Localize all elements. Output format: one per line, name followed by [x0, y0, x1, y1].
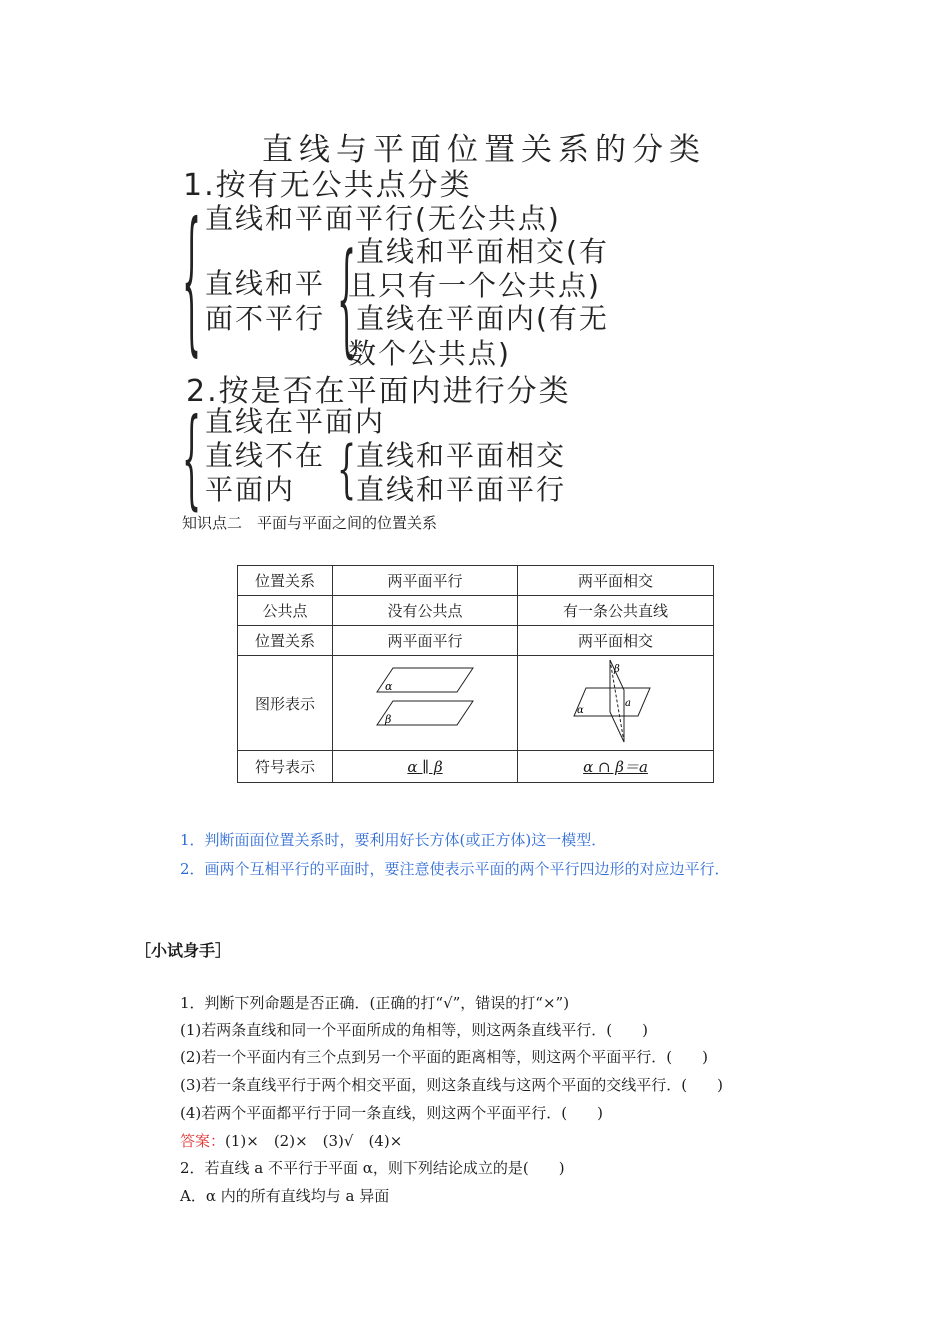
question-1-item: (2)若一个平面内有三个点到另一个平面的距离相等，则这两个平面平行．( )	[180, 1048, 708, 1066]
plane-relation-table	[237, 565, 714, 783]
plane-alpha-shape	[574, 688, 650, 716]
table-cell: 位置关系	[238, 626, 333, 656]
table-row	[238, 626, 714, 656]
notes-s1-intersect-a: 直线和平面相交(有	[356, 235, 609, 268]
table-cell: α ∥ β	[333, 751, 518, 783]
alpha-label: α	[577, 705, 584, 716]
table-cell: 符号表示	[238, 751, 333, 783]
answer-label: 答案：	[180, 1132, 226, 1150]
practice-title: ［小试身手］	[135, 941, 232, 960]
notes-s1-inplane-a: 直线在平面内(有无	[356, 302, 609, 335]
question-1-item: (4)若两个平面都平行于同一条直线，则这两个平面平行．( )	[180, 1104, 603, 1122]
intersecting-planes-figure	[518, 656, 713, 746]
brace-icon: {	[182, 193, 202, 375]
parallel-planes-figure	[333, 656, 517, 746]
question-1-item: (1)若两条直线和同一个平面所成的角相等，则这两条直线平行．( )	[180, 1021, 648, 1039]
table-cell: 位置关系	[238, 566, 333, 596]
section-title: 知识点二 平面与平面之间的位置关系	[182, 514, 438, 532]
table-cell: 两平面相交	[518, 626, 714, 656]
alpha-label: α	[385, 680, 393, 693]
table-cell: 没有公共点	[333, 596, 518, 626]
notes-s1-inplane-b: 数个公共点)	[348, 337, 511, 370]
table-cell: 两平面平行	[333, 626, 518, 656]
notes-s1-intersect-b: 且只有一个公共点)	[348, 269, 601, 302]
tip-item: 1．判断面面位置关系时，要利用好长方体(或正方体)这一模型．	[180, 831, 607, 849]
notes-s1-parallel: 直线和平面平行(无公共点)	[205, 202, 561, 235]
table-row	[238, 656, 714, 751]
tip-item: 2．画两个互相平行的平面时，要注意使表示平面的两个平行四边形的对应边平行．	[180, 860, 730, 878]
table-row	[238, 566, 714, 596]
plane-beta-shape	[377, 701, 473, 725]
brace-icon: {	[337, 434, 357, 508]
question-1-stem: 1．判断下列命题是否正确．(正确的打“√”，错误的打“×”)	[180, 994, 570, 1012]
question-2-option-a: A．α 内的所有直线均与 a 异面	[180, 1187, 390, 1205]
question-1-answer	[180, 1130, 402, 1151]
notes-section1-heading: 1.按有无公共点分类	[183, 168, 472, 203]
question-2-stem: 2．若直线 a 不平行于平面 α，则下列结论成立的是( )	[180, 1159, 565, 1177]
notes-s1-notparallel-b: 面不平行	[205, 302, 326, 335]
notes-s1-notparallel-a: 直线和平	[205, 267, 326, 300]
parallel-planes-figure-cell	[333, 656, 518, 751]
table-cell: 两平面平行	[333, 566, 518, 596]
table-cell: 公共点	[238, 596, 333, 626]
table-cell: 有一条公共直线	[518, 596, 714, 626]
table-cell: 两平面相交	[518, 566, 714, 596]
table-row	[238, 596, 714, 626]
intersecting-planes-figure-cell	[518, 656, 714, 751]
notes-s2-parallel: 直线和平面平行	[356, 473, 567, 506]
answer-text: (1)× (2)× (3)√ (4)×	[225, 1132, 403, 1150]
table-cell: 图形表示	[238, 656, 333, 751]
notes-section2-heading: 2.按是否在平面内进行分类	[186, 374, 571, 409]
notes-s2-inplane: 直线在平面内	[205, 405, 386, 438]
table-cell: α ∩ β＝a	[518, 751, 714, 783]
question-1-item: (3)若一条直线平行于两个相交平面，则这条直线与这两个平面的交线平行．( )	[180, 1076, 723, 1094]
brace-icon: {	[182, 398, 202, 524]
table-row	[238, 751, 714, 783]
notes-s2-intersect: 直线和平面相交	[356, 439, 567, 472]
notes-s2-notin-b: 平面内	[205, 473, 296, 506]
notes-s2-notin-a: 直线不在	[205, 439, 326, 472]
notes-title: 直线与平面位置关系的分类	[262, 132, 706, 168]
beta-label: β	[385, 713, 392, 726]
brace-icon: {	[337, 230, 357, 374]
line-a-label: a	[625, 698, 631, 709]
beta-label: β	[614, 664, 620, 675]
